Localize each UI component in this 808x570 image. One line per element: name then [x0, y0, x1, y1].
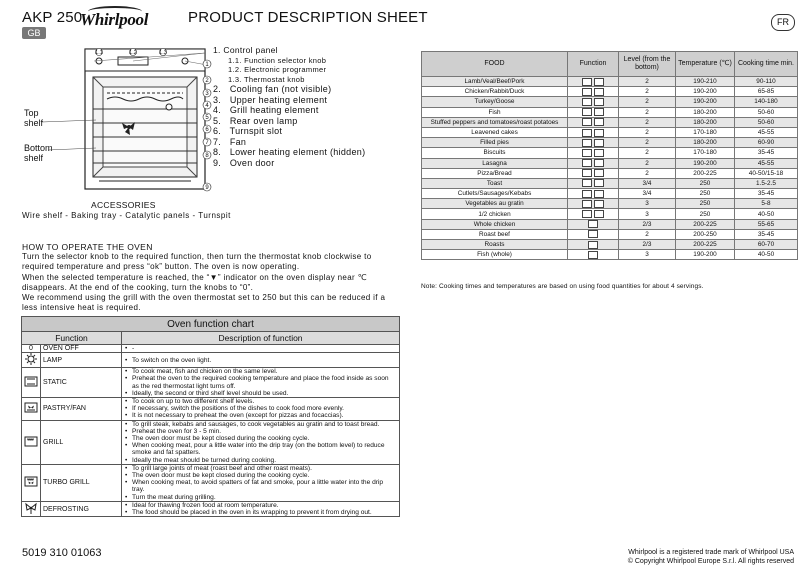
oven-function-chart: [21, 316, 400, 517]
oven-function-icon: [582, 98, 592, 106]
cooking-time-header: Cooking time min.: [735, 52, 798, 77]
description-bullet: • Preheat the oven for 3 - 5 min.: [132, 428, 397, 435]
food-temperature: 190-210: [676, 77, 735, 87]
oven-function-icon: [582, 200, 592, 208]
component-item: [213, 116, 365, 127]
component-number: 2.: [213, 84, 222, 95]
bottom-shelf-label: Bottom shelf: [24, 143, 53, 163]
function-row-grill: [22, 420, 400, 464]
food-row: [422, 148, 798, 158]
component-label: Grill heating element: [229, 105, 319, 116]
oven-function-icon: [594, 78, 604, 86]
component-item: [213, 65, 365, 75]
food-cooking-time: 45-55: [735, 127, 798, 137]
food-level: 2: [619, 117, 676, 127]
oven-function-icon: [594, 108, 604, 116]
food-row: [422, 209, 798, 219]
food-function-icons: [568, 189, 619, 199]
top-shelf-label: Top shelf: [24, 108, 44, 128]
function-row-pastry-fan: [22, 398, 400, 421]
food-cooking-time: 1.5-2.5: [735, 178, 798, 188]
component-item: [213, 75, 365, 85]
food-name: Whole chicken: [422, 219, 568, 229]
brand-logo: Whirlpool: [80, 10, 149, 29]
how-to-paragraph-2: When the selected temperature is reached, the “▼” indicator on the oven display near ℃ disappears. At the end of the cooking, turn the knobs to “0”.: [22, 272, 367, 292]
food-level: 2: [619, 97, 676, 107]
callout-3: 3: [205, 91, 209, 97]
component-label: Oven door: [229, 157, 275, 168]
food-level: 2: [619, 107, 676, 117]
function-icon-cell: [22, 353, 41, 368]
lamp-icon: [166, 104, 172, 110]
function-name: GRILL: [41, 420, 122, 464]
food-function-icons: [568, 229, 619, 239]
food-cooking-time: 55-65: [735, 219, 798, 229]
oven-back-wall: [103, 87, 187, 167]
food-level: 2/3: [619, 240, 676, 250]
control-panel: [85, 49, 205, 71]
food-temperature: 170-180: [676, 148, 735, 158]
description-bullet: • To grill steak, kebabs and sausages, to cook vegetables au gratin and to toast bread.: [132, 421, 397, 428]
food-cooking-time: 140-180: [735, 97, 798, 107]
function-icon-cell: [22, 464, 41, 501]
callout-8: 8: [205, 153, 209, 159]
food-temperature: 170-180: [676, 127, 735, 137]
function-row-defrosting: [22, 501, 400, 516]
callout-1: 1: [205, 62, 209, 68]
food-function-icons: [568, 148, 619, 158]
food-function-icons: [568, 127, 619, 137]
oven-function-icon: [582, 190, 592, 198]
callout-5: 5: [205, 115, 209, 121]
function-description: [122, 501, 400, 516]
food-row: [422, 199, 798, 209]
component-item: [213, 84, 365, 95]
component-label: Electronic programmer: [244, 65, 327, 75]
food-level: 2/3: [619, 219, 676, 229]
callout-2: 2: [205, 78, 209, 84]
language-badge-right: FR: [771, 14, 795, 31]
function-icon-cell: [22, 368, 41, 398]
food-name: Chicken/Rabbit/Duck: [422, 87, 568, 97]
oven-function-icon: [582, 129, 592, 137]
food-cooking-time: 65-85: [735, 87, 798, 97]
oven-function-icon: [594, 98, 604, 106]
food-cooking-time: 60-90: [735, 138, 798, 148]
accessories-text: Wire shelf - Baking tray - Catalytic panels - Turnspit: [22, 211, 231, 220]
description-bullet: • To switch on the oven light.: [132, 357, 397, 364]
callout-1-1: 1.1: [95, 50, 103, 56]
grill-icon: [24, 436, 38, 447]
food-row: [422, 219, 798, 229]
note-text: Cooking times and temperatures are based on using food quantities for about 4 servings.: [438, 283, 704, 290]
oven-function-icon: [594, 169, 604, 177]
component-number: 9.: [213, 157, 222, 168]
food-name: Lamb/Veal/Beef/Pork: [422, 77, 568, 87]
component-label: Cooling fan (not visible): [229, 84, 332, 95]
food-row: [422, 158, 798, 168]
function-icon-cell: [22, 345, 41, 353]
oven-function-icon: [582, 159, 592, 167]
language-badge: GB: [22, 27, 46, 39]
oven-function-icon: [582, 149, 592, 157]
food-cooking-time: 40-50: [735, 250, 798, 260]
oven-function-icon: [594, 149, 604, 157]
component-number: 5.: [213, 115, 222, 126]
function-name: LAMP: [41, 353, 122, 368]
function-row-oven-off: [22, 345, 400, 353]
page-title: PRODUCT DESCRIPTION SHEET: [188, 9, 428, 26]
component-label: Lower heating element (hidden): [229, 147, 366, 158]
function-name: STATIC: [41, 368, 122, 398]
function-description: [122, 464, 400, 501]
component-number: 8.: [213, 147, 222, 158]
food-temperature: 190-200: [676, 87, 735, 97]
food-name: Toast: [422, 178, 568, 188]
cooking-note: [421, 283, 703, 290]
food-level: 2: [619, 127, 676, 137]
oven-function-icon: [594, 88, 604, 96]
component-item: [213, 56, 365, 66]
food-level: 3: [619, 209, 676, 219]
how-to-heading: HOW TO OPERATE THE OVEN: [22, 242, 153, 252]
function-description: [122, 420, 400, 464]
food-temperature: 250: [676, 189, 735, 199]
note-label: Note:: [421, 283, 438, 290]
food-level: 3/4: [619, 178, 676, 188]
food-cooking-time: 5-8: [735, 199, 798, 209]
food-function-icons: [568, 97, 619, 107]
food-row: [422, 240, 798, 250]
oven-function-icon: [594, 210, 604, 218]
description-bullet: • Preheat the oven to the required cooking temperature and place the food inside as soon as the red thermostat light turns off.: [132, 375, 397, 389]
food-temperature: 250: [676, 199, 735, 209]
food-name: Biscuits: [422, 148, 568, 158]
function-description: [122, 398, 400, 421]
oven-function-icon: [582, 210, 592, 218]
component-label: Control panel: [223, 45, 278, 55]
food-temperature: 180-200: [676, 117, 735, 127]
food-cooking-time: 45-55: [735, 158, 798, 168]
food-cooking-time: 35-45: [735, 189, 798, 199]
component-label: Thermostat knob: [243, 74, 305, 84]
description-bullet: • -: [132, 345, 397, 352]
function-name: PASTRY/FAN: [41, 398, 122, 421]
component-label: Rear oven lamp: [229, 115, 298, 126]
food-name: Pizza/Bread: [422, 168, 568, 178]
food-temperature: 250: [676, 178, 735, 188]
component-number: 1.3.: [228, 74, 242, 84]
food-level: 2: [619, 138, 676, 148]
how-to-paragraph-1: Turn the selector knob to the required function, then turn the thermostat knob clockwise to required temperature and press “ok” button. The oven is now operating.: [22, 252, 372, 272]
food-function-icons: [568, 199, 619, 209]
component-item: [213, 95, 365, 106]
level-header: Level (from the bottom): [619, 52, 676, 77]
description-bullet: • The food should be placed in the oven in its wrapping to prevent it from drying out.: [132, 509, 397, 516]
component-item: [213, 158, 365, 169]
temperature-header: Temperature (℃): [676, 52, 735, 77]
food-temperature: 190-200: [676, 250, 735, 260]
food-temperature: 180-200: [676, 138, 735, 148]
food-temperature: 190-200: [676, 97, 735, 107]
description-bullet: • To cook on up to two different shelf levels.: [132, 398, 397, 405]
food-row: [422, 77, 798, 87]
food-cooking-time: 50-60: [735, 117, 798, 127]
food-header: FOOD: [422, 52, 568, 77]
defrost-icon: [24, 502, 38, 514]
turbogrill-icon: [24, 476, 38, 487]
food-temperature: 180-200: [676, 107, 735, 117]
description-bullet: • Ideally, the second or third shelf level should be used.: [132, 390, 397, 397]
accessories-heading: ACCESSORIES: [91, 200, 156, 210]
component-number: 3.: [213, 94, 222, 105]
function-row-static: [22, 368, 400, 398]
oven-function-icon: [594, 200, 604, 208]
function-name: OVEN OFF: [41, 345, 122, 353]
component-number: 6.: [213, 126, 222, 137]
food-name: Cutlets/Sausages/Kebabs: [422, 189, 568, 199]
food-function-icons: [568, 209, 619, 219]
callout-1-2: 1.2: [129, 50, 137, 56]
food-function-icons: [568, 87, 619, 97]
food-name: Leavened cakes: [422, 127, 568, 137]
component-label: Turnspit slot: [229, 126, 283, 137]
food-row: [422, 229, 798, 239]
food-name: Roasts: [422, 240, 568, 250]
document-code: 5019 310 01063: [22, 547, 102, 559]
food-name: Stuffed peppers and tomatoes/roast potatoes: [422, 117, 568, 127]
description-bullet: • Ideally the meat should be turned during cooking.: [132, 457, 397, 464]
component-number: 1.1.: [228, 55, 242, 65]
oven-function-icon: [582, 179, 592, 187]
food-level: 2: [619, 158, 676, 168]
copyright-line: © Copyright Whirlpool Europe S.r.l. All rights reserved: [627, 557, 794, 565]
food-cooking-time: 60-70: [735, 240, 798, 250]
lamp-icon: [24, 353, 38, 365]
description-bullet: • The oven door must be kept closed during the cooking cycle.: [132, 472, 397, 479]
component-number: 1.: [213, 45, 221, 55]
function-row-lamp: [22, 353, 400, 368]
component-label: Fan: [229, 136, 247, 147]
function-header: Function: [568, 52, 619, 77]
trademark-notice: [588, 549, 794, 566]
callout-4: 4: [205, 103, 209, 109]
function-description: [122, 368, 400, 398]
oven-function-icon: [588, 230, 598, 238]
food-name: Filled pies: [422, 138, 568, 148]
oven-function-icon: [594, 118, 604, 126]
component-label: Upper heating element: [229, 94, 328, 105]
model-number: AKP 250: [22, 9, 83, 26]
component-number: 1.2.: [228, 65, 242, 75]
oven-function-icon: [594, 139, 604, 147]
food-level: 2: [619, 87, 676, 97]
description-bullet: • To grill large joints of meat (roast beef and other roast meats).: [132, 465, 397, 472]
description-bullet: • To cook meat, fish and chicken on the same level.: [132, 368, 397, 375]
description-bullet: • Turn the meat during grilling.: [132, 494, 397, 501]
trademark-line-1: Whirlpool is a registered trade mark of Whirlpool USA: [628, 549, 794, 556]
food-name: Fish (whole): [422, 250, 568, 260]
food-cooking-time: 40-50/15-18: [735, 168, 798, 178]
oven-function-icon: [588, 251, 598, 259]
food-level: 2: [619, 148, 676, 158]
function-name: DEFROSTING: [41, 501, 122, 516]
oven-function-icon: [594, 129, 604, 137]
description-bullet: • It is not necessary to preheat the oven (except for pizzas and focaccias).: [132, 412, 397, 419]
function-column-header: Function: [22, 332, 122, 345]
component-item: [213, 147, 365, 158]
food-name: Roast beef: [422, 229, 568, 239]
food-temperature: 200-250: [676, 229, 735, 239]
food-function-icons: [568, 138, 619, 148]
component-item: [213, 137, 365, 148]
component-item: [213, 46, 365, 56]
function-name: TURBO GRILL: [41, 464, 122, 501]
food-name: Lasagna: [422, 158, 568, 168]
static-icon: [24, 376, 38, 387]
callout-9: 9: [205, 185, 209, 191]
oven-function-icon: [582, 108, 592, 116]
food-function-icons: [568, 219, 619, 229]
function-chart-title: Oven function chart: [22, 317, 400, 332]
food-row: [422, 178, 798, 188]
food-temperature: 200-225: [676, 219, 735, 229]
food-level: 3/4: [619, 189, 676, 199]
how-to-paragraph-3: We recommend using the grill with the oven thermostat set to 250 but this can be reduced if a less intensive heat is required.: [22, 293, 386, 313]
component-item: [213, 126, 365, 137]
food-row: [422, 138, 798, 148]
food-row: [422, 189, 798, 199]
callout-1-3: 1.3: [159, 50, 167, 56]
oven-function-icon: [594, 159, 604, 167]
food-row: [422, 250, 798, 260]
oven-function-icon: [582, 139, 592, 147]
function-row-turbo-grill: [22, 464, 400, 501]
off-symbol: 0: [29, 345, 33, 353]
description-bullet: • When cooking meat, pour a little water into the drip tray (on the bottom level) to reduce smoke and fat spatters.: [132, 442, 397, 456]
description-bullet: • Ideal for thawing frozen food at room temperature.: [132, 502, 397, 509]
food-level: 3: [619, 199, 676, 209]
component-number: 4.: [213, 105, 222, 116]
description-bullet: • If necessary, switch the positions of the dishes to cook food more evenly.: [132, 405, 397, 412]
cooking-table: [421, 51, 798, 260]
food-cooking-time: 40-50: [735, 209, 798, 219]
function-description: [122, 345, 400, 353]
description-bullet: • The oven door must be kept closed during the cooking cycle.: [132, 435, 397, 442]
oven-function-icon: [594, 190, 604, 198]
oven-function-icon: [582, 88, 592, 96]
food-row: [422, 87, 798, 97]
food-name: Turkey/Goose: [422, 97, 568, 107]
function-icon-cell: [22, 501, 41, 516]
food-level: 2: [619, 168, 676, 178]
food-row: [422, 127, 798, 137]
food-level: 3: [619, 250, 676, 260]
food-name: Fish: [422, 107, 568, 117]
function-description: [122, 353, 400, 368]
food-temperature: 200-225: [676, 168, 735, 178]
function-icon-cell: [22, 398, 41, 421]
food-function-icons: [568, 250, 619, 260]
oven-function-icon: [594, 179, 604, 187]
food-function-icons: [568, 168, 619, 178]
food-cooking-time: 50-60: [735, 107, 798, 117]
shelf-leaders: [40, 110, 100, 160]
food-row: [422, 97, 798, 107]
food-cooking-time: 35-45: [735, 148, 798, 158]
food-function-icons: [568, 240, 619, 250]
description-bullet: • When cooking meat, to avoid spatters of fat and smoke, pour a little water into the drip tray.: [132, 479, 397, 493]
food-function-icons: [568, 117, 619, 127]
how-to-operate: [22, 242, 402, 313]
food-row: [422, 168, 798, 178]
food-level: 2: [619, 229, 676, 239]
oven-function-icon: [582, 118, 592, 126]
component-label: Function selector knob: [244, 55, 327, 65]
oven-function-icon: [588, 220, 598, 228]
food-name: Vegetables au gratin: [422, 199, 568, 209]
food-level: 2: [619, 77, 676, 87]
pastry-icon: [24, 402, 38, 413]
food-temperature: 250: [676, 209, 735, 219]
food-row: [422, 117, 798, 127]
food-temperature: 190-200: [676, 158, 735, 168]
food-function-icons: [568, 107, 619, 117]
food-cooking-time: 35-45: [735, 229, 798, 239]
oven-function-icon: [582, 78, 592, 86]
food-cooking-time: 90-110: [735, 77, 798, 87]
function-icon-cell: [22, 420, 41, 464]
component-number: 7.: [213, 136, 222, 147]
food-function-icons: [568, 77, 619, 87]
food-temperature: 200-225: [676, 240, 735, 250]
callout-7: 7: [205, 140, 209, 146]
component-item: [213, 105, 365, 116]
description-column-header: Description of function: [122, 332, 400, 345]
oven-function-icon: [588, 241, 598, 249]
callout-6: 6: [205, 127, 209, 133]
component-list: [213, 46, 365, 168]
oven-function-icon: [582, 169, 592, 177]
food-name: 1/2 chicken: [422, 209, 568, 219]
food-function-icons: [568, 158, 619, 168]
food-row: [422, 107, 798, 117]
food-function-icons: [568, 178, 619, 188]
